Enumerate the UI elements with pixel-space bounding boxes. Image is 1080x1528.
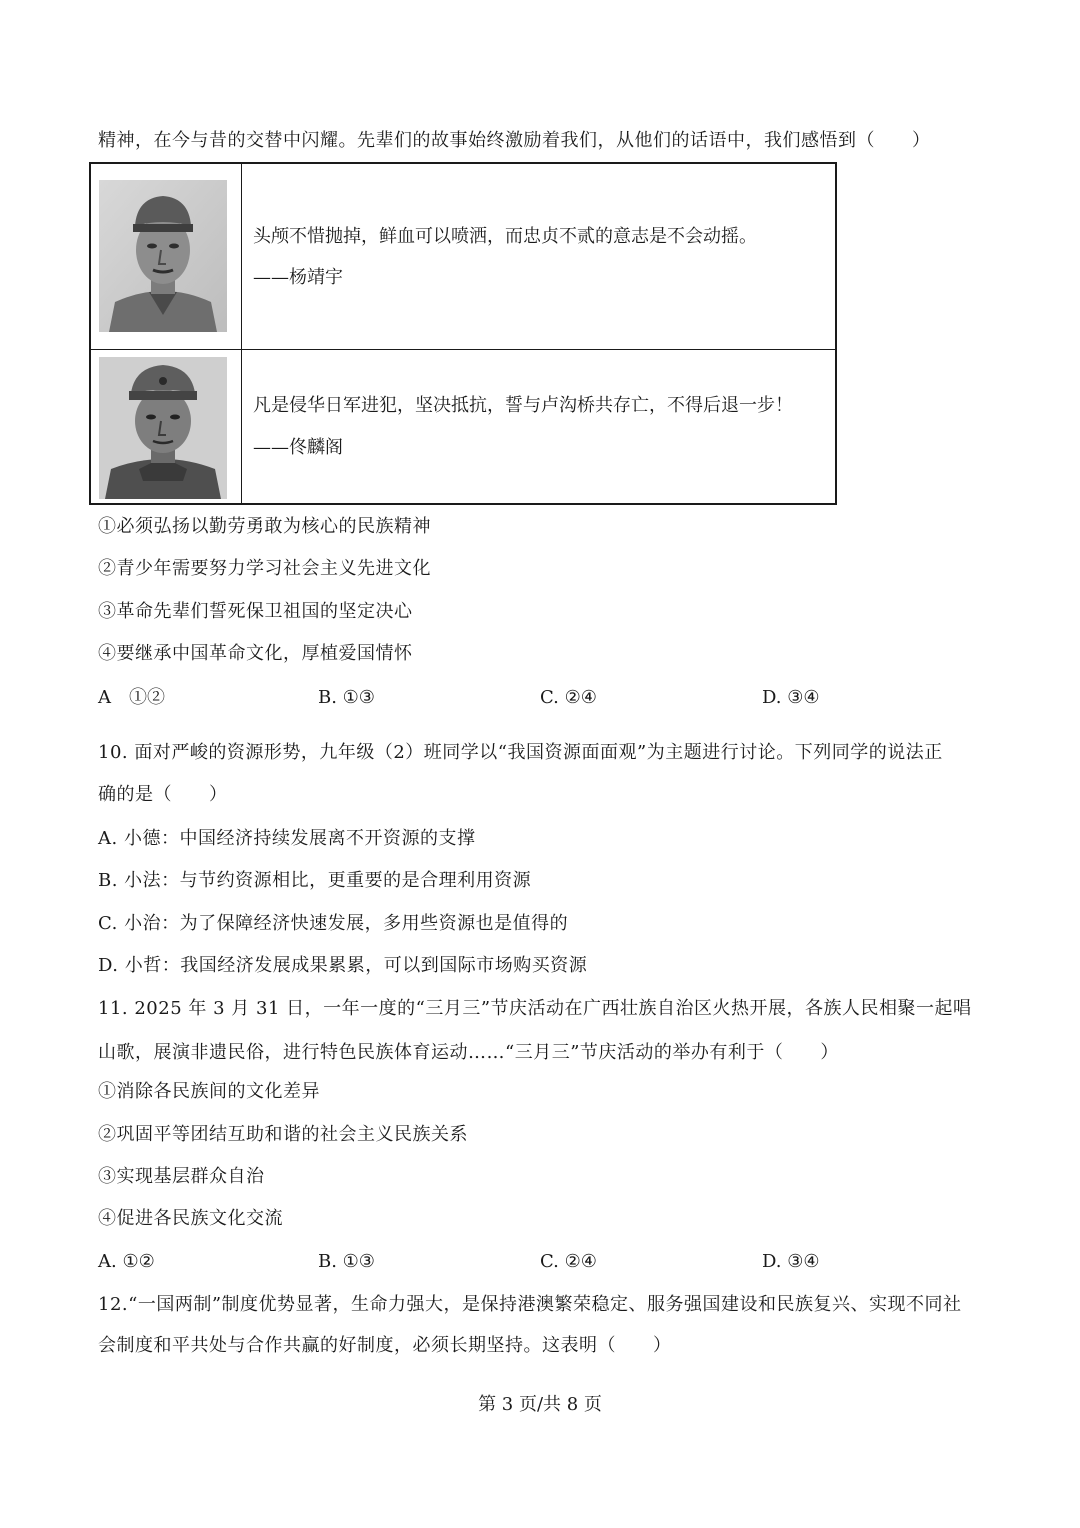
q11-statement-1: ①消除各民族间的文化差异	[98, 1081, 320, 1102]
q10-stem-line-2: 确的是（ ）	[98, 784, 228, 805]
q11-stem-line-1: 11. 2025 年 3 月 31 日，一年一度的“三月三”节庆活动在广西壮族自治区火热开展，各族人民相聚一起唱	[98, 998, 972, 1019]
quote-text: 凡是侵华日军进犯，坚决抵抗，誓与卢沟桥共存亡，不得后退一步！	[253, 395, 793, 416]
q11-stem-line-2: 山歌，展演非遗民俗，进行特色民族体育运动……“三月三”节庆活动的举办有利于（ ）	[98, 1042, 839, 1063]
q9-option-a[interactable]: A ①②	[98, 687, 165, 708]
quote-author: ——佟麟阁	[253, 437, 343, 458]
intro-line: 精神，在今与昔的交替中闪耀。先辈们的故事始终激励着我们，从他们的话语中，我们感悟到（ ）	[98, 130, 931, 151]
q11-statement-3: ③实现基层群众自治	[98, 1166, 265, 1187]
q10-option-a[interactable]: A. 小德：中国经济持续发展离不开资源的支撑	[98, 828, 476, 849]
quote-row	[91, 164, 835, 350]
quote-text: 头颅不惜抛掉，鲜血可以喷洒，而忠贞不贰的意志是不会动摇。	[253, 226, 757, 247]
q10-option-b[interactable]: B. 小法：与节约资源相比，更重要的是合理利用资源	[98, 870, 532, 891]
q9-option-c[interactable]: C. ②④	[540, 687, 597, 708]
q10-option-c[interactable]: C. 小治：为了保障经济快速发展，多用些资源也是值得的	[98, 913, 569, 934]
q12-stem-line-1: 12.“一国两制”制度优势显著，生命力强大，是保持港澳繁荣稳定、服务强国建设和民族复兴、实现不同社	[98, 1294, 962, 1315]
q9-statement-4: ④要继承中国革命文化，厚植爱国情怀	[98, 643, 413, 664]
quote-row	[91, 350, 835, 503]
q10-stem-line-1: 10. 面对严峻的资源形势，九年级（2）班同学以“我国资源面面观”为主题进行讨论。下列同学的说法正	[98, 742, 943, 763]
q9-option-d[interactable]: D. ③④	[762, 687, 820, 708]
q11-statement-4: ④促进各民族文化交流	[98, 1208, 283, 1229]
q11-option-c[interactable]: C. ②④	[540, 1251, 597, 1272]
q9-statement-2: ②青少年需要努力学习社会主义先进文化	[98, 558, 431, 579]
q9-statement-3: ③革命先辈们誓死保卫祖国的坚定决心	[98, 601, 413, 622]
quote-table	[89, 162, 837, 505]
q12-stem-line-2: 会制度和平共处与合作共赢的好制度，必须长期坚持。这表明（ ）	[98, 1335, 672, 1356]
q11-option-d[interactable]: D. ③④	[762, 1251, 820, 1272]
page-footer: 第 3 页/共 8 页	[478, 1394, 602, 1415]
q11-statement-2: ②巩固平等团结互助和谐的社会主义民族关系	[98, 1124, 468, 1145]
q11-option-b[interactable]: B. ①③	[318, 1251, 375, 1272]
q9-option-b[interactable]: B. ①③	[318, 687, 375, 708]
portrait-image-tong-linge	[99, 357, 227, 499]
q11-option-a[interactable]: A. ①②	[98, 1251, 155, 1272]
q9-statement-1: ①必须弘扬以勤劳勇敢为核心的民族精神	[98, 516, 431, 537]
portrait-image-yang-jingyu	[99, 180, 227, 332]
q10-option-d[interactable]: D. 小哲：我国经济发展成果累累，可以到国际市场购买资源	[98, 955, 588, 976]
quote-author: ——杨靖宇	[253, 267, 343, 288]
